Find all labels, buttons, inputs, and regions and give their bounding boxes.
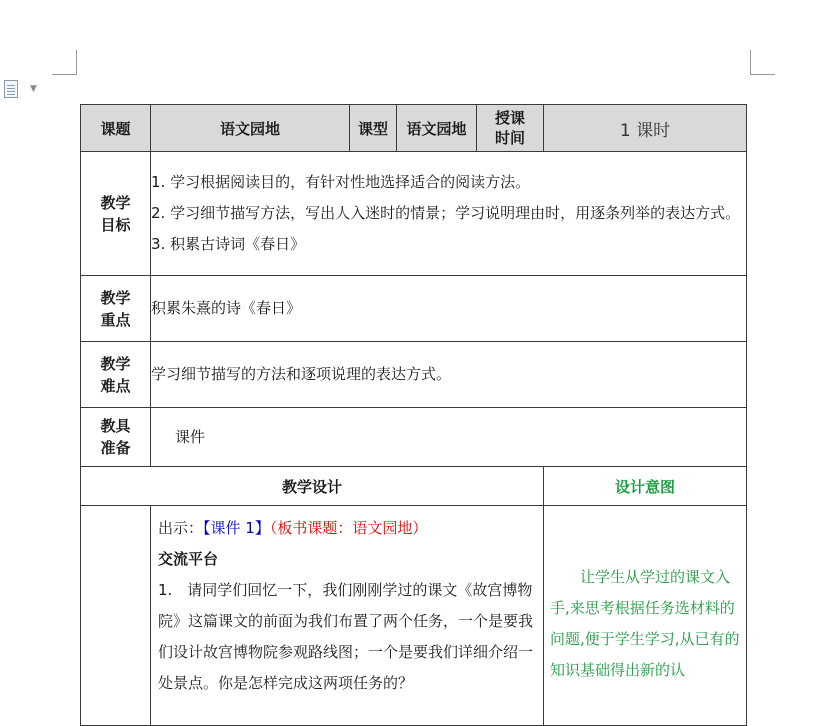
design-header-row	[81, 467, 747, 506]
show-prefix: 出示：	[158, 519, 204, 537]
discussion-question: 1. 请同学们回忆一下，我们刚刚学过的课文《故宫博物院》这篇课文的前面为我们布置了两个任务，一个是要我们设计故宫博物院参观路线图；一个是要我们详细介绍一处景点。你是怎样完成这两项任务的？	[158, 581, 534, 692]
design-header: 教学设计	[81, 467, 544, 506]
intent-text: 让学生从学过的课文入手,来思考根据任务选材料的问题,便于学生学习,从已有的知识基础得出新的认	[550, 568, 740, 679]
section-heading: 交流平台	[158, 550, 219, 568]
topic-value: 语文园地	[151, 105, 350, 152]
difficulties-row	[81, 342, 747, 408]
prep-label-text: 教具准备	[100, 417, 131, 457]
time-value: 1 课时	[544, 105, 747, 152]
objectives-row	[81, 152, 747, 276]
objective-item-3: 3. 积累古诗词《春日》	[151, 235, 306, 253]
objectives-content	[151, 152, 747, 276]
prep-label	[81, 408, 151, 467]
page-corner-mark-left	[52, 50, 77, 75]
topic-label: 课题	[81, 105, 151, 152]
key-points-row	[81, 276, 747, 342]
type-value: 语文园地	[397, 105, 477, 152]
design-row	[81, 506, 747, 726]
lesson-plan-table	[80, 104, 747, 726]
prep-text: 课件	[151, 408, 747, 467]
time-label: 授课 时间	[477, 105, 544, 152]
board-note: （板书课题：语文园地）	[269, 519, 428, 537]
prep-row	[81, 408, 747, 467]
intent-content	[544, 506, 747, 726]
design-empty-cell	[81, 506, 151, 726]
objective-item-2: 2. 学习细节描写方法，写出人入迷时的情景；学习说明理由时，用逐条列举的表达方式。	[151, 204, 741, 222]
key-points-label	[81, 276, 151, 342]
objective-item-1: 1. 学习根据阅读目的，有针对性地选择适合的阅读方法。	[151, 173, 531, 191]
difficulties-label	[81, 342, 151, 408]
intent-header: 设计意图	[544, 467, 747, 506]
paste-options-icon[interactable]	[2, 78, 42, 100]
courseware-tag: 【课件 1】	[203, 519, 270, 537]
header-row	[81, 105, 747, 152]
type-label: 课型	[350, 105, 397, 152]
difficulties-text: 学习细节描写的方法和逐项说理的表达方式。	[151, 342, 747, 408]
key-points-text: 积累朱熹的诗《春日》	[151, 276, 747, 342]
objectives-label	[81, 152, 151, 276]
objectives-label-text: 教学目标	[100, 193, 131, 234]
document-page-icon	[4, 80, 18, 98]
key-points-label-text: 教学重点	[100, 288, 131, 329]
courseware-line	[158, 513, 543, 544]
chevron-down-icon: ▼	[30, 84, 37, 94]
difficulties-label-text: 教学难点	[100, 354, 131, 395]
page-corner-mark-right	[750, 50, 775, 75]
design-content	[151, 506, 544, 726]
